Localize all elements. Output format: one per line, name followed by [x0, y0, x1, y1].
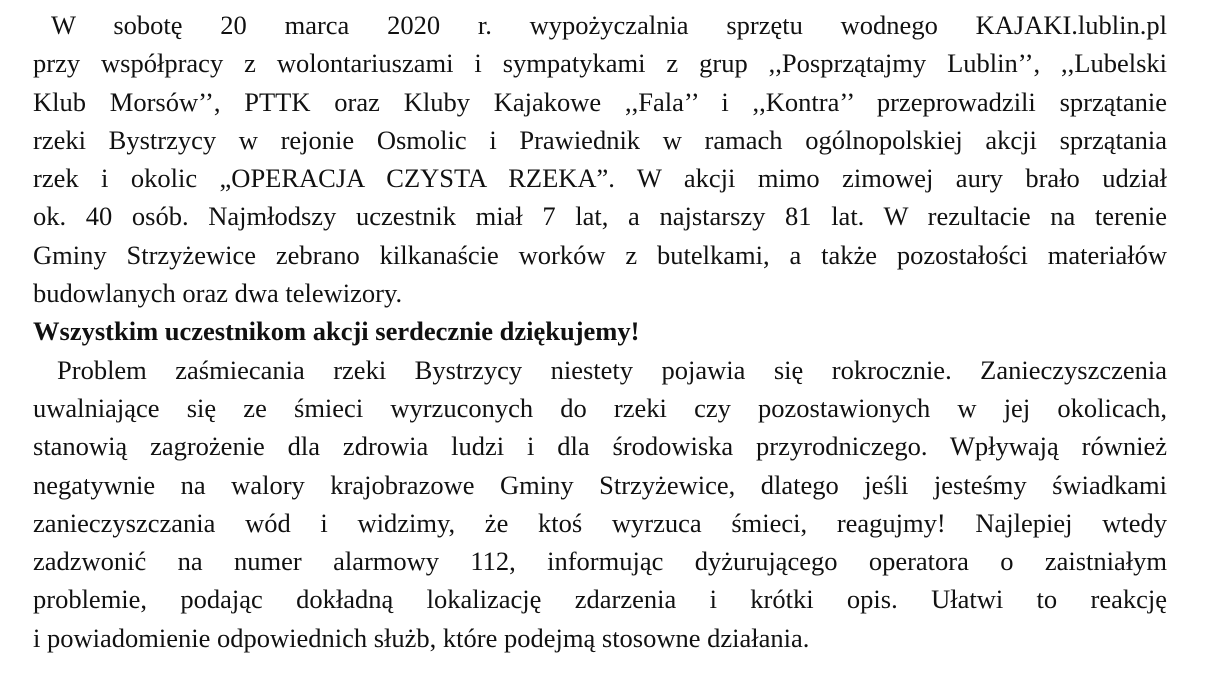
paragraph-pollution-problem	[33, 351, 1167, 657]
text-line: zadzwonić na numer alarmowy 112, informując dyżurującego operatora o zaistniałym	[33, 546, 1167, 577]
thanks-heading: Wszystkim uczestnikom akcji serdecznie dziękujemy!	[33, 316, 640, 347]
text-line: rzeki Bystrzycy w rejonie Osmolic i Prawiednik w ramach ogólnopolskiej akcji sprzątania	[33, 124, 1167, 155]
text-line: zanieczyszczania wód i widzimy, że ktoś wyrzuca śmieci, reagujmy! Najlepiej wtedy	[33, 507, 1167, 538]
text-line: ok. 40 osób. Najmłodszy uczestnik miał 7 lat, a najstarszy 81 lat. W rezultacie na terenie	[33, 201, 1167, 232]
text-line: stanowią zagrożenie dla zdrowia ludzi i dla środowiska przyrodniczego. Wpływają również	[33, 431, 1167, 462]
document-body	[33, 6, 1167, 657]
text-line: Klub Morsów’’, PTTK oraz Kluby Kajakowe ,,Fala’’ i ,,Kontra’’ przeprowadzili sprzątanie	[33, 86, 1167, 117]
text-line: problemie, podając dokładną lokalizację zdarzenia i krótki opis. Ułatwi to reakcję	[33, 584, 1167, 615]
text-line: Gminy Strzyżewice zebrano kilkanaście worków z butelkami, a także pozostałości materiałów	[33, 239, 1167, 270]
text-line: W sobotę 20 marca 2020 r. wypożyczalnia sprzętu wodnego KAJAKI.lublin.pl	[51, 10, 1167, 40]
text-line: rzek i okolic „OPERACJA CZYSTA RZEKA”. W akcji mimo zimowej aury brało udział	[33, 163, 1167, 194]
text-line: Problem zaśmiecania rzeki Bystrzycy niestety pojawia się rokrocznie. Zanieczyszczenia	[57, 354, 1167, 385]
text-line: budowlanych oraz dwa telewizory.	[33, 278, 403, 309]
paragraph-event-report	[33, 6, 1167, 312]
text-line: negatywnie na walory krajobrazowe Gminy Strzyżewice, dlatego jeśli jesteśmy świadkami	[33, 469, 1167, 500]
text-line: uwalniające się ze śmieci wyrzuconych do rzeki czy pozostawionych w jej okolicach,	[33, 392, 1167, 423]
text-line: i powiadomienie odpowiednich służb, które podejmą stosowne działania.	[33, 622, 810, 653]
text-line: przy współpracy z wolontariuszami i sympatykami z grup ,,Posprzątajmy Lublin’’, ,,Lubelski	[33, 48, 1167, 79]
